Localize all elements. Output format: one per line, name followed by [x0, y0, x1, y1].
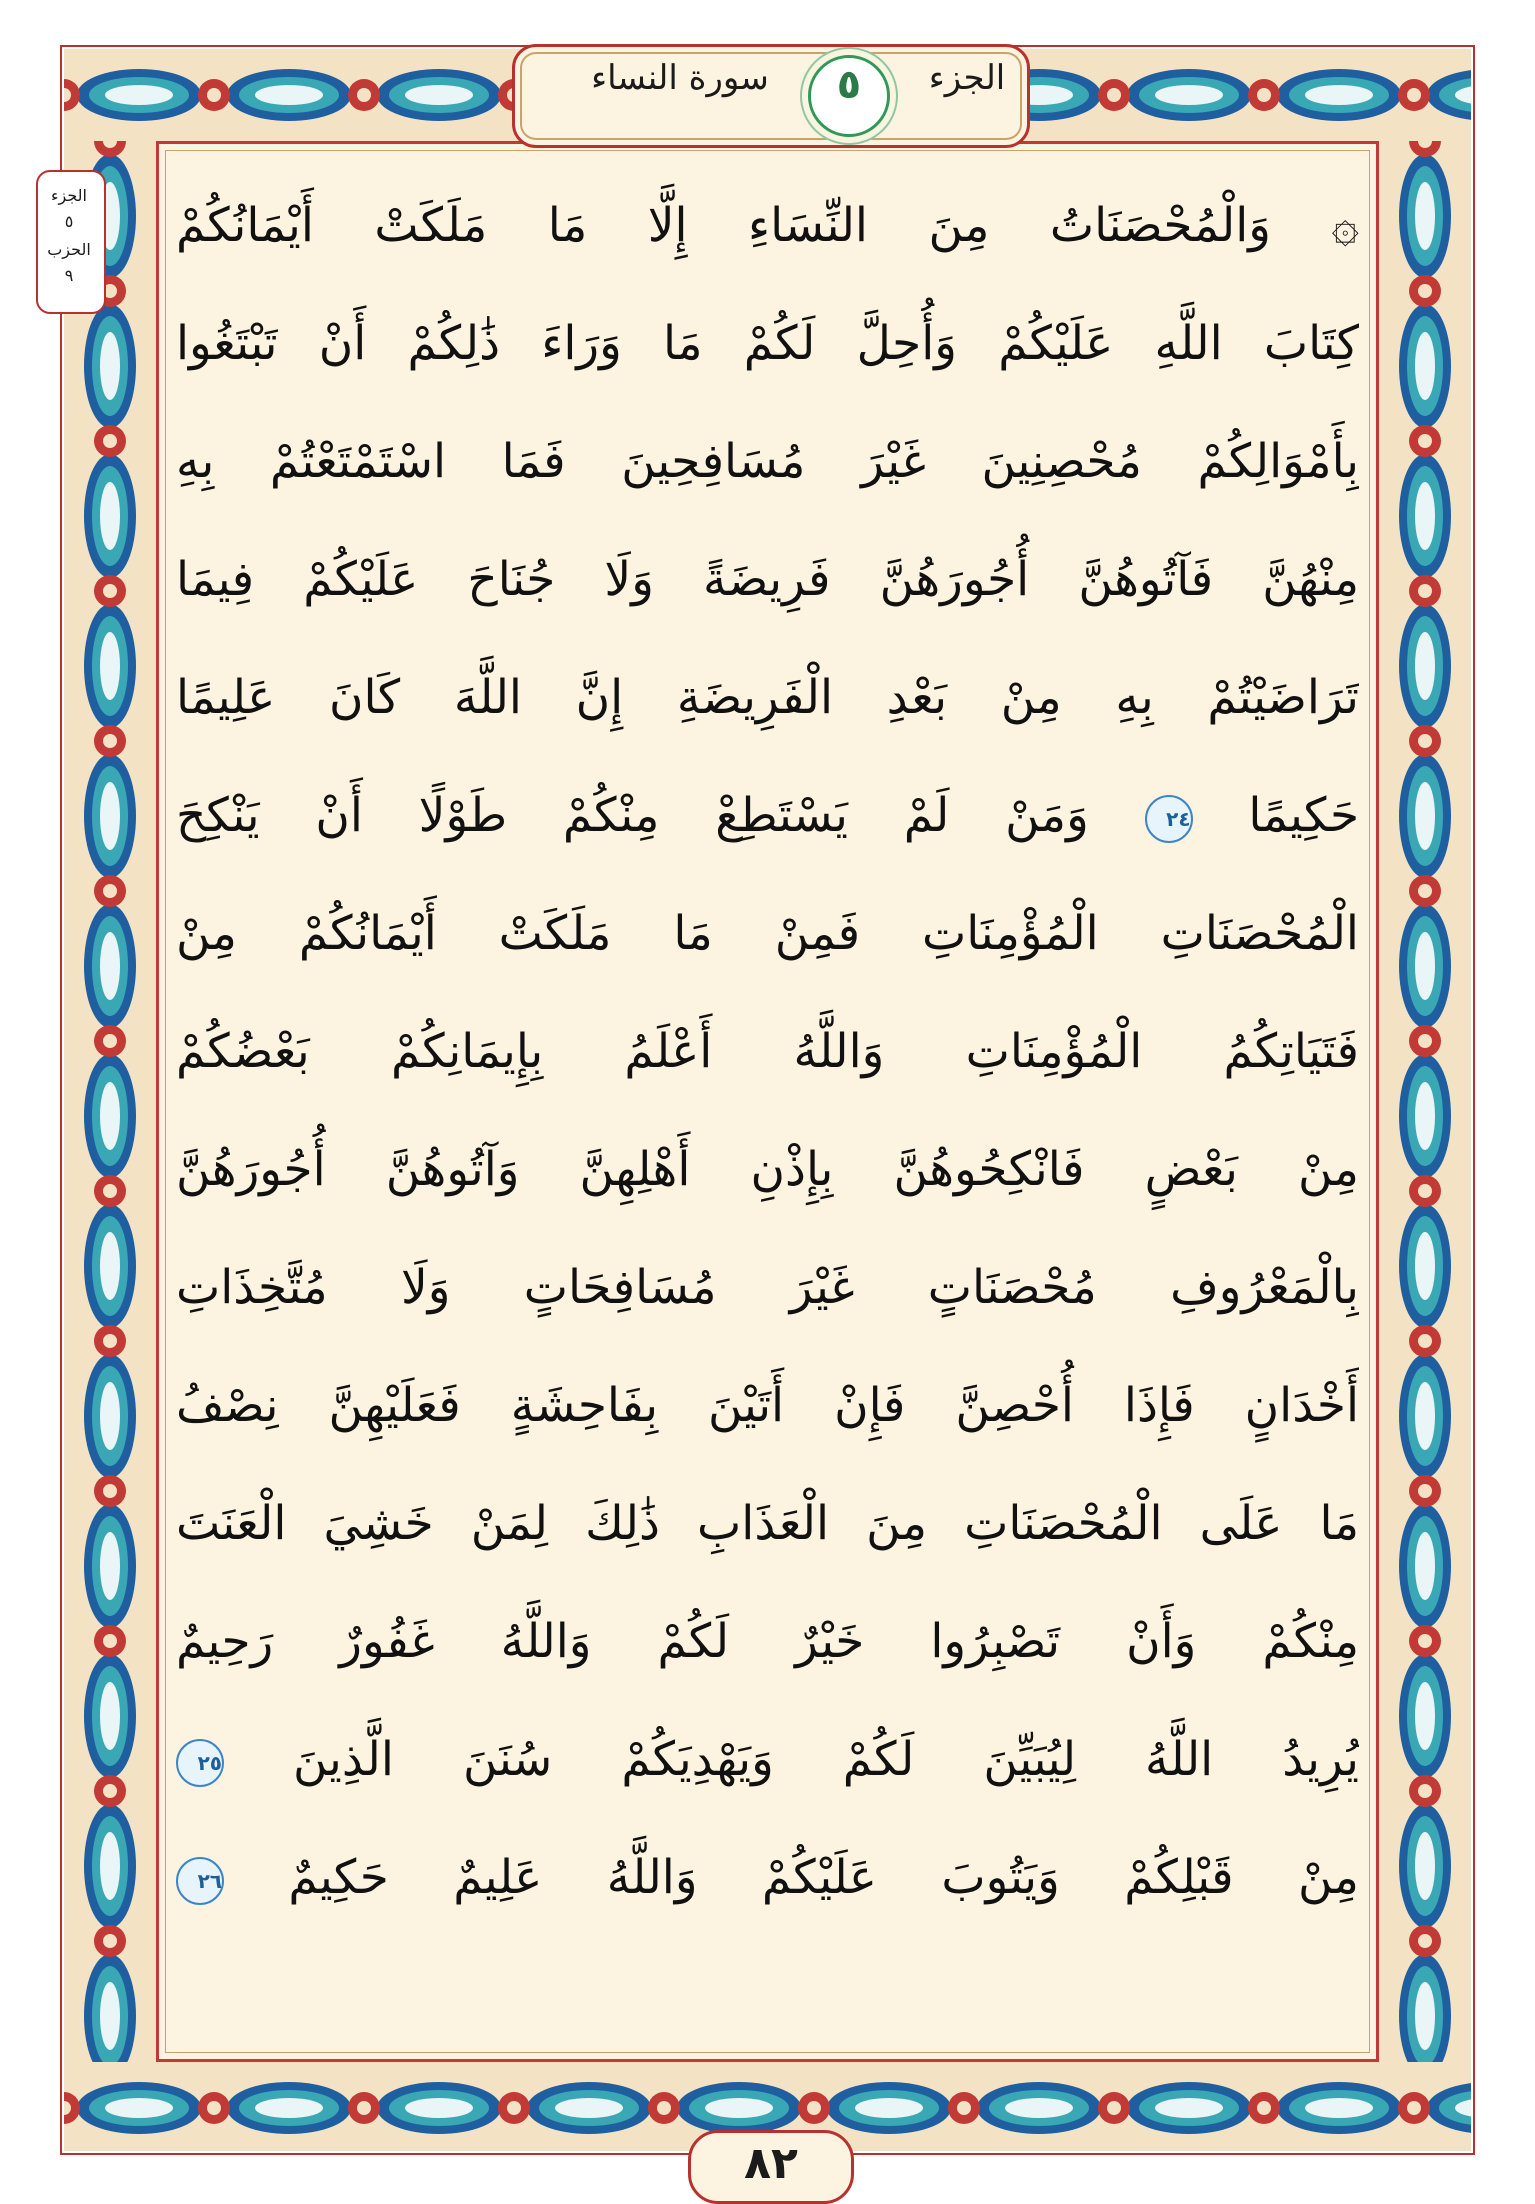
- hizb-marker: [36, 160, 102, 320]
- line-text: وَمَنْ لَمْ يَسْتَطِعْ مِنْكُمْ طَوْلًا أَنْ يَنْكِحَ: [176, 788, 1089, 843]
- ayah-marker: ٢٤: [1145, 795, 1193, 843]
- page-number: ٨٢: [744, 2138, 798, 2189]
- text-line: [176, 1356, 1359, 1456]
- line-text: الْمُحْصَنَاتِ الْمُؤْمِنَاتِ فَمِنْ مَا مَلَكَتْ أَيْمَانُكُمْ مِنْ: [176, 906, 1359, 961]
- line-text: مِنْ بَعْضٍ فَانْكِحُوهُنَّ بِإِذْنِ أَهْلِهِنَّ وَآتُوهُنَّ أُجُورَهُنَّ: [176, 1142, 1359, 1197]
- line-text: مِنْكُمْ وَأَنْ تَصْبِرُوا خَيْرٌ لَكُمْ وَاللَّهُ غَفُورٌ رَحِيمٌ: [176, 1614, 1359, 1669]
- text-line: [176, 1592, 1359, 1692]
- line-text: بِالْمَعْرُوفِ مُحْصَنَاتٍ غَيْرَ مُسَافِحَاتٍ وَلَا مُتَّخِذَاتِ: [176, 1260, 1359, 1315]
- line-text: مِنْ قَبْلِكُمْ وَيَتُوبَ عَلَيْكُمْ وَاللَّهُ عَلِيمٌ حَكِيمٌ: [288, 1850, 1359, 1905]
- line-text: أَخْدَانٍ فَإِذَا أُحْصِنَّ فَإِنْ أَتَيْنَ بِفَاحِشَةٍ فَعَلَيْهِنَّ نِصْفُ: [176, 1378, 1359, 1433]
- hizb-juz-number: ٥: [64, 212, 74, 231]
- text-line: [176, 766, 1359, 866]
- text-line: [176, 294, 1359, 394]
- line-text: يُرِيدُ اللَّهُ لِيُبَيِّنَ لَكُمْ وَيَهْدِيَكُمْ سُنَنَ الَّذِينَ: [293, 1732, 1359, 1787]
- text-line: [176, 1710, 1359, 1810]
- line-text: تَرَاضَيْتُمْ بِهِ مِنْ بَعْدِ الْفَرِيضَةِ إِنَّ اللَّهَ كَانَ عَلِيمًا: [176, 670, 1359, 725]
- line-text: كِتَابَ اللَّهِ عَلَيْكُمْ وَأُحِلَّ لَكُمْ مَا وَرَاءَ ذَٰلِكُمْ أَنْ تَبْتَغُوا: [176, 316, 1359, 371]
- text-line: [176, 884, 1359, 984]
- text-line: [176, 1474, 1359, 1574]
- hizb-juz-label: الجزء: [51, 186, 87, 205]
- line-text: بِأَمْوَالِكُمْ مُحْصِنِينَ غَيْرَ مُسَافِحِينَ فَمَا اسْتَمْتَعْتُمْ بِهِ: [176, 434, 1359, 489]
- line-text: مِنْهُنَّ فَآتُوهُنَّ أُجُورَهُنَّ فَرِيضَةً وَلَا جُنَاحَ عَلَيْكُمْ فِيمَا: [176, 552, 1359, 607]
- text-line: [176, 176, 1359, 276]
- text-line: [176, 1120, 1359, 1220]
- ayah-marker: ٢٥: [176, 1739, 224, 1787]
- juz-label: الجزء: [928, 58, 1006, 98]
- juz-number: ٥: [836, 62, 862, 108]
- line-text: حَكِيمًا: [1248, 788, 1359, 843]
- line-text: فَتَيَاتِكُمُ الْمُؤْمِنَاتِ وَاللَّهُ أَعْلَمُ بِإِيمَانِكُمْ بَعْضُكُمْ: [176, 1024, 1359, 1079]
- hizb-label: الحزب: [47, 240, 91, 259]
- text-line: [176, 1002, 1359, 1102]
- surah-name: سورة النساء: [591, 58, 769, 98]
- line-text: مَا عَلَى الْمُحْصَنَاتِ مِنَ الْعَذَابِ ذَٰلِكَ لِمَنْ خَشِيَ الْعَنَتَ: [176, 1496, 1359, 1551]
- text-line: [176, 412, 1359, 512]
- hizb-number: ٩: [64, 266, 74, 285]
- line-text: ۞ وَالْمُحْصَنَاتُ مِنَ النِّسَاءِ إِلَّا مَا مَلَكَتْ أَيْمَانُكُمْ: [176, 198, 1359, 253]
- text-line: [176, 1828, 1359, 1928]
- text-line: [176, 648, 1359, 748]
- ayah-marker: ٢٦: [176, 1857, 224, 1905]
- text-line: [176, 530, 1359, 630]
- text-line: [176, 1238, 1359, 1338]
